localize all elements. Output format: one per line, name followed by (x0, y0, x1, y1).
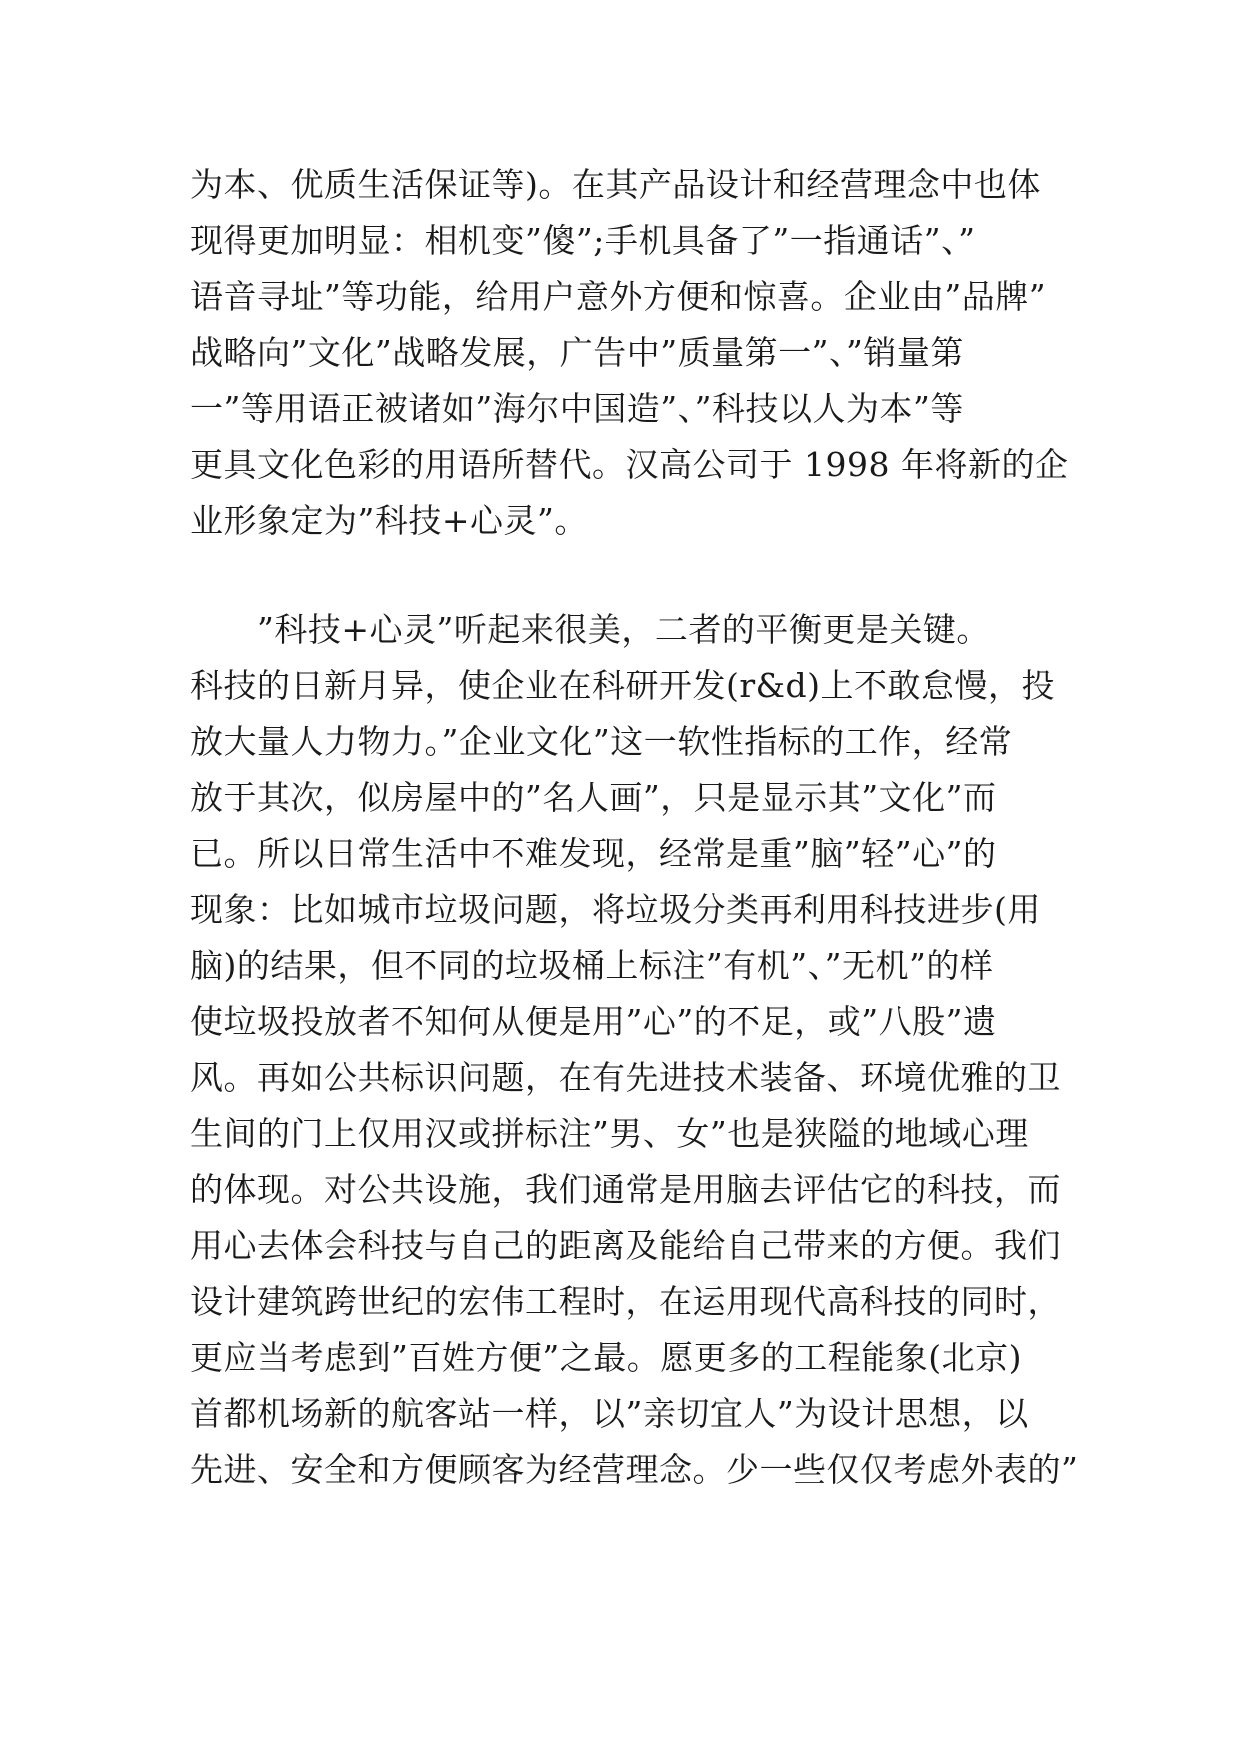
paragraph-1-line-1: 为本、优质生活保证等)。在其产品设计和经营理念中也体 (190, 165, 1041, 204)
paragraph-1-line-6: 更具文化色彩的用语所替代。汉高公司于 1998 年将新的企 (190, 445, 1069, 484)
paragraph-2-line-4: 放于其次，似房屋中的”名人画”，只是显示其”文化”而 (190, 778, 997, 817)
paragraph-2-line-8: 使垃圾投放者不知何从便是用”心”的不足，或”八股”遗 (190, 1002, 997, 1041)
paragraph-1-line-7: 业形象定为”科技+心灵”。 (190, 501, 588, 540)
paragraph-2-line-5: 已。所以日常生活中不难发现，经常是重”脑”轻”心”的 (190, 834, 997, 873)
paragraph-1-line-5: 一”等用语正被诸如”海尔中国造”、”科技以人为本”等 (190, 389, 964, 428)
paragraph-1-line-4: 战略向”文化”战略发展，广告中”质量第一”、”销量第 (190, 333, 964, 372)
paragraph-2-line-13: 设计建筑跨世纪的宏伟工程时，在运用现代高科技的同时， (190, 1282, 1061, 1321)
paragraph-2-line-14: 更应当考虑到”百姓方便”之最。愿更多的工程能象(北京) (190, 1338, 1022, 1377)
paragraph-2-line-9: 风。再如公共标识问题，在有先进技术装备、环境优雅的卫 (190, 1058, 1061, 1097)
paragraph-2-line-3: 放大量人力物力。”企业文化”这一软性指标的工作，经常 (190, 722, 1013, 761)
paragraph-2-line-7: 脑)的结果，但不同的垃圾桶上标注”有机”、”无机”的样 (190, 946, 994, 985)
paragraph-2-line-16: 先进、安全和方便顾客为经营理念。少一些仅仅考虑外表的” (190, 1450, 1079, 1489)
paragraph-1-line-3: 语音寻址”等功能，给用户意外方便和惊喜。企业由”品牌” (190, 277, 1047, 316)
paragraph-2-line-15: 首都机场新的航客站一样，以”亲切宜人”为设计思想，以 (190, 1394, 1029, 1433)
paragraph-2-line-11: 的体现。对公共设施，我们通常是用脑去评估它的科技，而 (190, 1170, 1061, 1209)
paragraph-2-line-6: 现象：比如城市垃圾问题，将垃圾分类再利用科技进步(用 (190, 890, 1041, 929)
paragraph-1-line-2: 现得更加明显：相机变”傻”;手机具备了”一指通话”、” (190, 221, 976, 260)
paragraph-2-line-1: ”科技+心灵”听起来很美，二者的平衡更是关键。 (190, 610, 990, 649)
paragraph-2-line-10: 生间的门上仅用汉或拼标注”男、女”也是狭隘的地域心理 (190, 1114, 1029, 1153)
paragraph-2-line-12: 用心去体会科技与自己的距离及能给自己带来的方便。我们 (190, 1226, 1061, 1265)
paragraph-2-line-2: 科技的日新月异，使企业在科研开发(r&d)上不敢怠慢，投 (190, 666, 1056, 705)
